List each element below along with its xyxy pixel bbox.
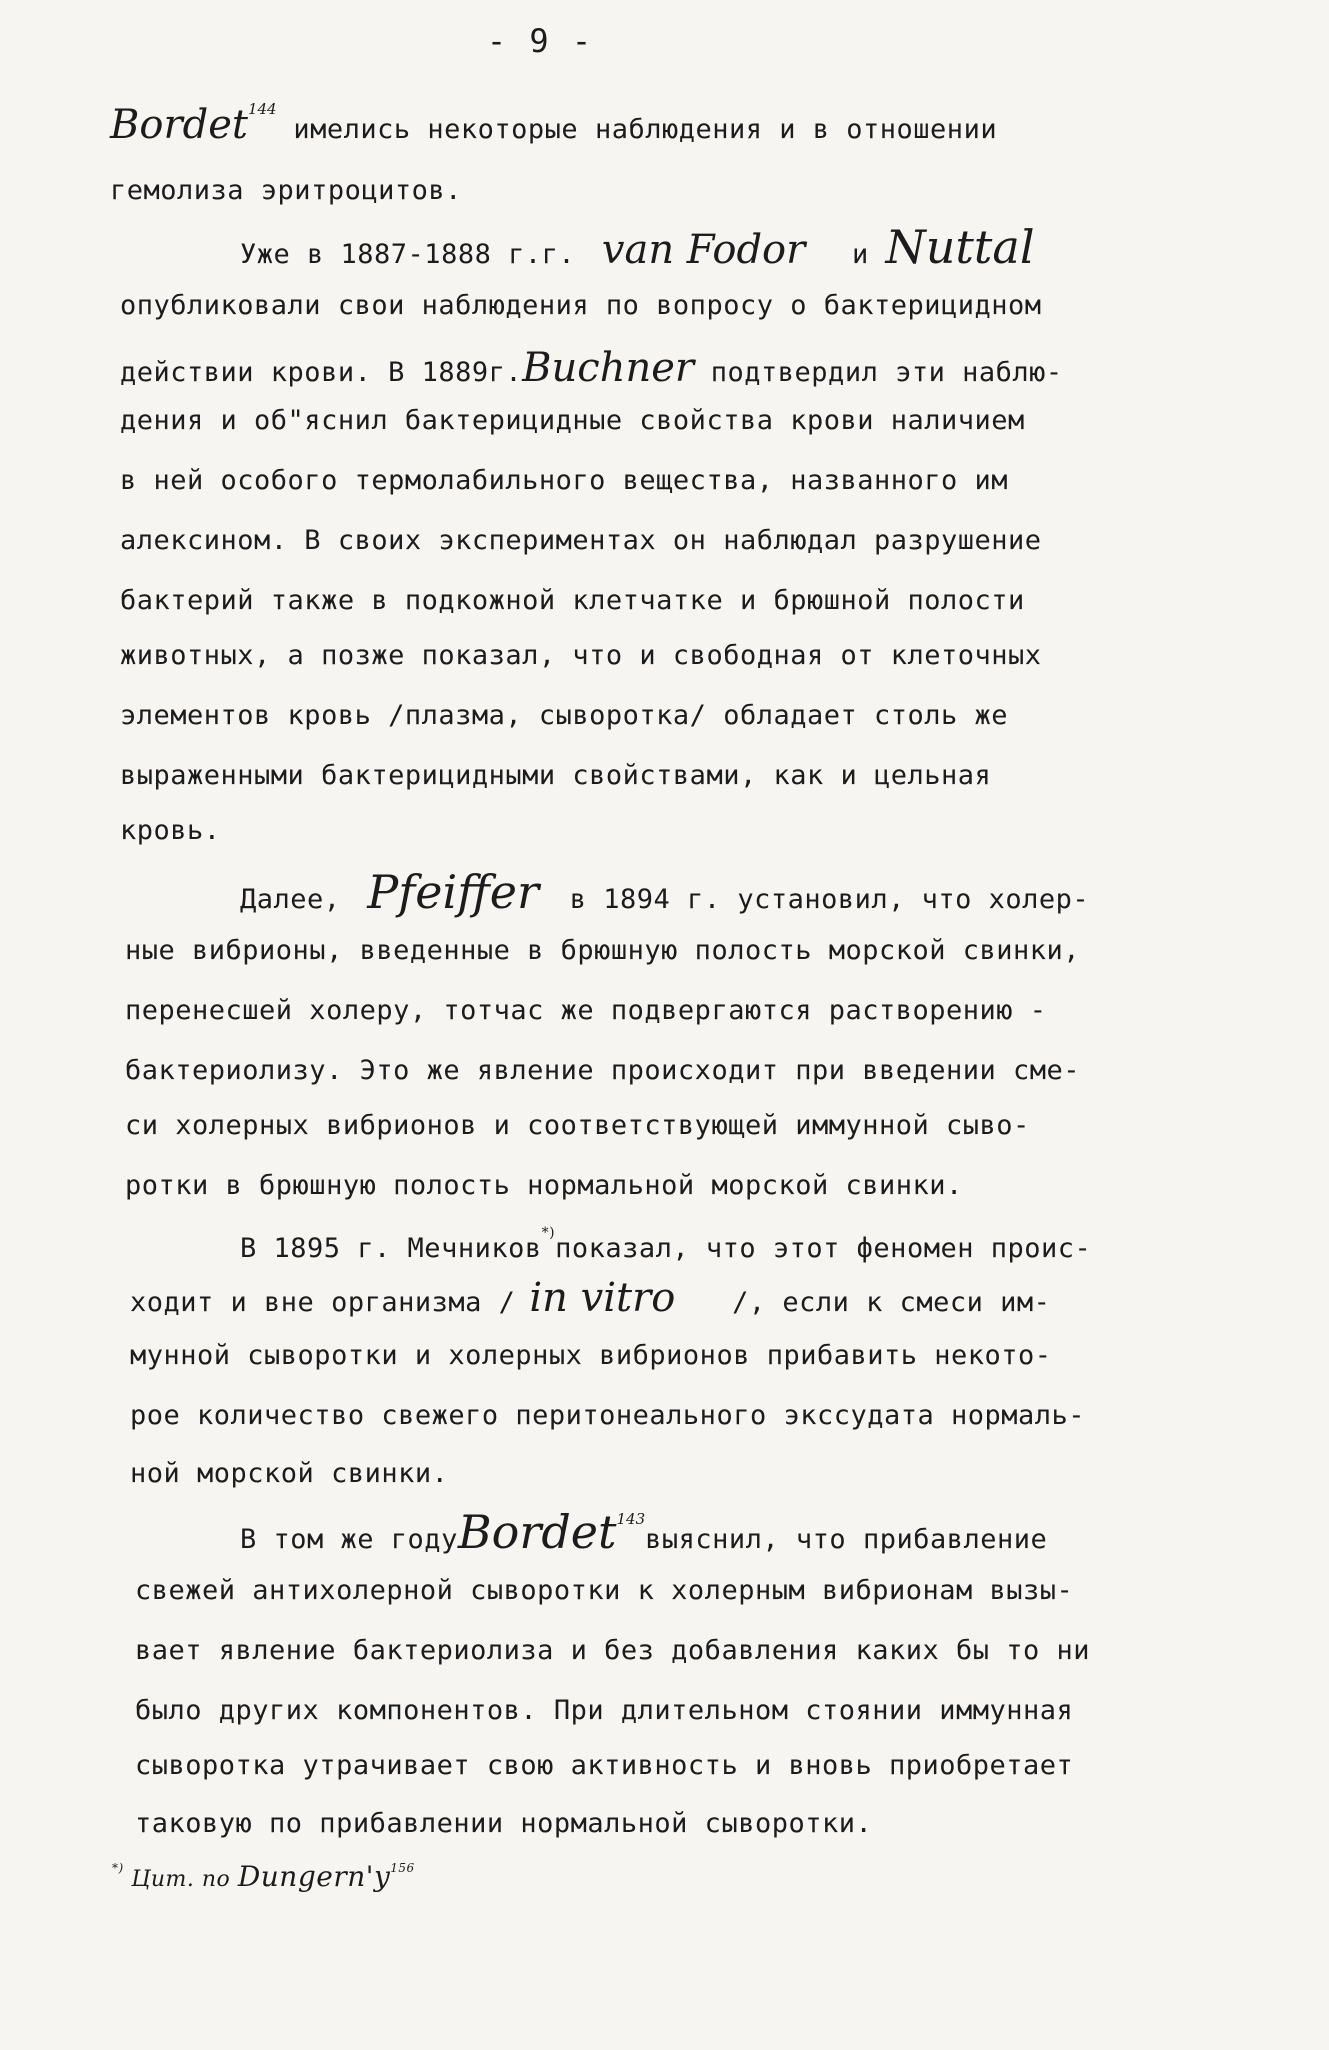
handwritten-phrase: in vitro	[529, 1275, 676, 1321]
footnote-text: Цит. по	[131, 1867, 231, 1892]
text-line: ротки в брюшную полость нормальной морской свинки.	[125, 1170, 963, 1201]
handwritten-name: Nuttal	[885, 220, 1035, 274]
text-line: си холерных вибрионов и соответствующей иммунной сыво-	[125, 1110, 1030, 1141]
text-line: Bordet$^{144}$ имелись некоторые наблюдения и в отношении	[110, 100, 998, 148]
handwritten-name: van Fodor	[601, 227, 806, 273]
text-line: сыворотка утрачивает свою активность и вновь приобретает	[135, 1750, 1074, 1781]
text-line: Уже в 1887-1888 г.г. van Fodor и Nuttal	[240, 220, 1035, 274]
text-line: ные вибрионы, введенные в брюшную полость морской свинки,	[125, 935, 1081, 966]
text-line: вает явление бактериолиза и без добавления каких бы то ни	[135, 1635, 1091, 1666]
text-line: рое количество свежего перитонеального экссудата нормаль-	[130, 1400, 1086, 1431]
text-line: алексином. В своих экспериментах он наблюдал разрушение	[120, 525, 1042, 556]
reference-number: 144	[247, 100, 277, 118]
text-line: перенесшей холеру, тотчас же подвергаются растворению -	[125, 995, 1047, 1026]
text-line: Далее, Pfeiffer в 1894 г. установил, что холер-	[240, 865, 1090, 919]
text-line: ходит и вне организма / in vitro /, если к смеси им-	[130, 1275, 1051, 1321]
text-line: опубликовали свои наблюдения по вопросу о бактерицидном	[120, 290, 1042, 321]
handwritten-name: Bordet	[457, 1505, 617, 1559]
text-line: гемолиза эритроцитов.	[110, 175, 462, 206]
text-line: бактериолизу. Это же явление происходит при введении сме-	[125, 1055, 1081, 1086]
handwritten-name: Pfeiffer	[367, 865, 540, 919]
footnote-mark: *)	[112, 1861, 124, 1875]
text-line: кровь.	[120, 815, 221, 846]
text-line: дения и об"яснил бактерицидные свойства крови наличием	[120, 405, 1025, 436]
text-line: животных, а позже показал, что и свободная от клеточных	[120, 640, 1042, 671]
text-line: таковую по прибавлении нормальной сыворотки.	[135, 1808, 873, 1839]
text-line: ной морской свинки.	[130, 1458, 449, 1489]
text-line: в ней особого термолабильного вещества, названного им	[120, 465, 1009, 496]
page-number: - 9 -	[486, 22, 594, 60]
text-line: мунной сыворотки и холерных вибрионов прибавить некото-	[130, 1340, 1052, 1371]
text-line: выраженными бактерицидными свойствами, как и цельная	[120, 760, 992, 791]
text-line: бактерий также в подкожной клетчатке и брюшной полости	[120, 585, 1025, 616]
text-line: свежей антихолерной сыворотки к холерным вибрионам вызы-	[135, 1575, 1074, 1606]
footnote-reference: 156	[390, 1861, 415, 1875]
text-line: В 1895 г. Мечников*)показал, что этот феномен проис-	[240, 1225, 1092, 1264]
footnote-mark: *)	[541, 1225, 556, 1241]
text-line: элементов кровь /плазма, сыворотка/ обладает столь же	[120, 700, 1009, 731]
text-line: В том же годуBordet$^{143}$выяснил, что прибавление	[240, 1505, 1048, 1559]
text-line: действии крови. В 1889г.Buchner подтвердил эти наблю-	[120, 345, 1063, 391]
text-line: было других компонентов. При длительном стоянии иммунная	[135, 1695, 1074, 1726]
handwritten-name: Bordet	[110, 102, 248, 148]
footnote	[112, 1860, 415, 1893]
handwritten-name: Buchner	[522, 345, 695, 391]
reference-number: 143	[616, 1510, 646, 1528]
footnote-name: Dungern'y	[237, 1860, 391, 1893]
